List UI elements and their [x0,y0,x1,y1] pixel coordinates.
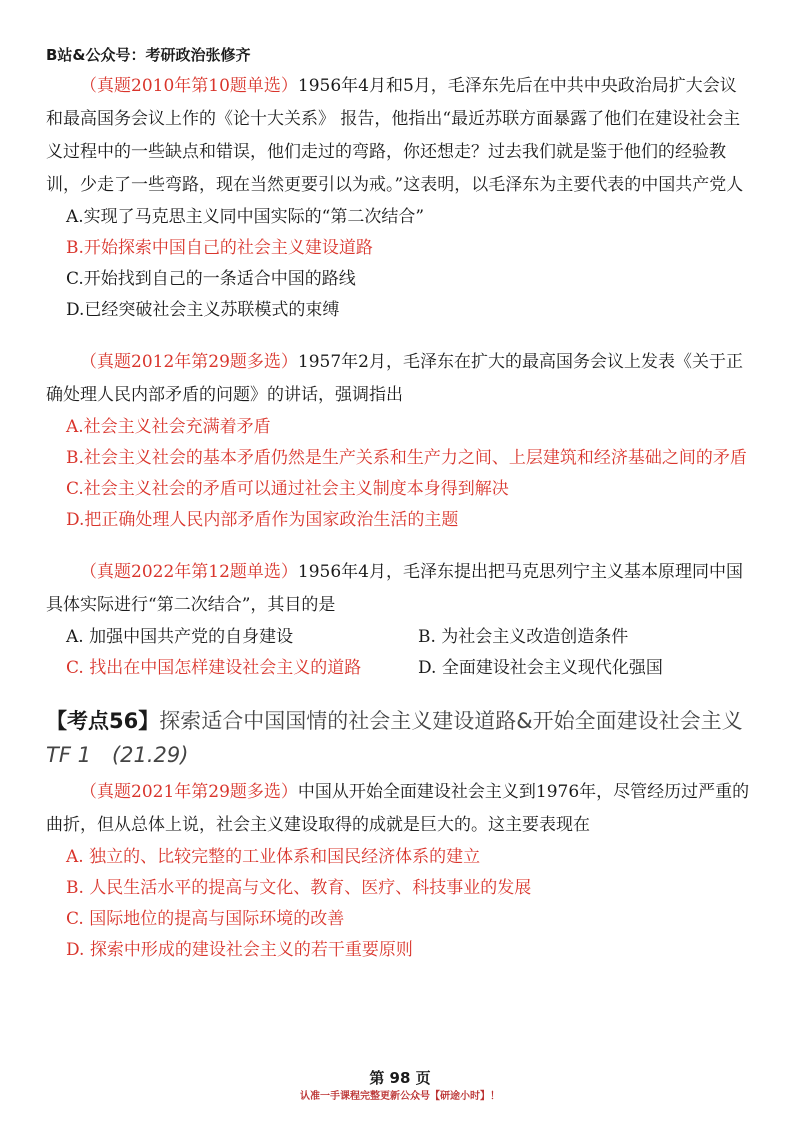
question-1 [46,70,751,326]
question-text: 中国从开始全面建设社会主义到1976年，尽管经历过严重的曲折，但从总体上说，社会主义建设取得的成就是巨大的。这主要表现在 [46,782,750,835]
kaodian-title: 探索适合中国国情的社会主义建设道路&开始全面建设社会主义 [159,709,743,733]
kaodian-heading [46,704,751,772]
question-3 [46,556,751,684]
options-grid [46,622,751,684]
question-source: （真题2012年第29题多选） [80,352,298,372]
option-c: C.开始找到自己的一条适合中国的路线 [66,269,356,289]
option-b: B. 为社会主义改造创造条件 [418,627,629,647]
option-c-answer: C. 找出在中国怎样建设社会主义的道路 [66,658,362,678]
question-source: （真题2010年第10题单选） [80,76,298,96]
page-number: 第 98 页 [369,1069,431,1087]
question-stem [46,70,751,202]
question-text: 1956年4月，毛泽东提出把马克思列宁主义基本原理同中国具体实际进行“第二次结合”，其目的是 [46,562,743,615]
option-b-answer: B. 人民生活水平的提高与文化、教育、医疗、科技事业的发展 [66,878,532,898]
question-source: （真题2022年第12题单选） [80,562,298,582]
option-b-answer: B.开始探索中国自己的社会主义建设道路 [66,238,373,258]
kaodian-meta: TF 1 (21.29) [46,743,189,767]
question-source: （真题2021年第29题多选） [80,782,298,802]
option-d: D. 全面建设社会主义现代化强国 [418,658,663,678]
option-c-answer: C.社会主义社会的矛盾可以通过社会主义制度本身得到解决 [66,479,509,499]
page-content [46,70,751,986]
question-stem [46,776,751,842]
question-text: 1957年2月，毛泽东在扩大的最高国务会议上发表《关于正确处理人民内部矛盾的问题》的讲话，强调指出 [46,352,743,405]
option-a-answer: A.社会主义社会充满着矛盾 [66,417,271,437]
footer-note: 认准一手课程完整更新公众号【研途小时】！ [300,1091,500,1102]
kaodian-tag: 【考点56】 [46,709,160,733]
question-stem [46,346,751,412]
option-d: D.已经突破社会主义苏联模式的束缚 [66,300,340,320]
question-4 [46,776,751,966]
option-a-answer: A. 独立的、比较完整的工业体系和国民经济体系的建立 [66,847,481,867]
option-a: A.实现了马克思主义同中国实际的“第二次结合” [66,207,425,227]
option-b-answer: B.社会主义社会的基本矛盾仍然是生产关系和生产力之间、上层建筑和经济基础之间的矛盾 [66,448,747,468]
question-text: 1956年4月和5月，毛泽东先后在中共中央政治局扩大会议和最高国务会议上作的《论十大关系》 报告，他指出“最近苏联方面暴露了他们在建设社会主义过程中的一些缺点和错误，他们走过的弯路，你还想走？过去我们就是鉴于他们的经验教训，少走了一些弯路，现在当然更要引以为戒。”这表明，以毛泽东为主要代表的中国共产党人 [46,76,744,195]
page-header: B站&公众号：考研政治张修齐 [46,46,251,64]
option-c-answer: C. 国际地位的提高与国际环境的改善 [66,909,345,929]
question-2 [46,346,751,536]
option-d-answer: D. 探索中形成的建设社会主义的若干重要原则 [66,940,413,960]
option-a: A. 加强中国共产党的自身建设 [66,627,294,647]
option-d-answer: D.把正确处理人民内部矛盾作为国家政治生活的主题 [66,510,459,530]
question-stem [46,556,751,622]
